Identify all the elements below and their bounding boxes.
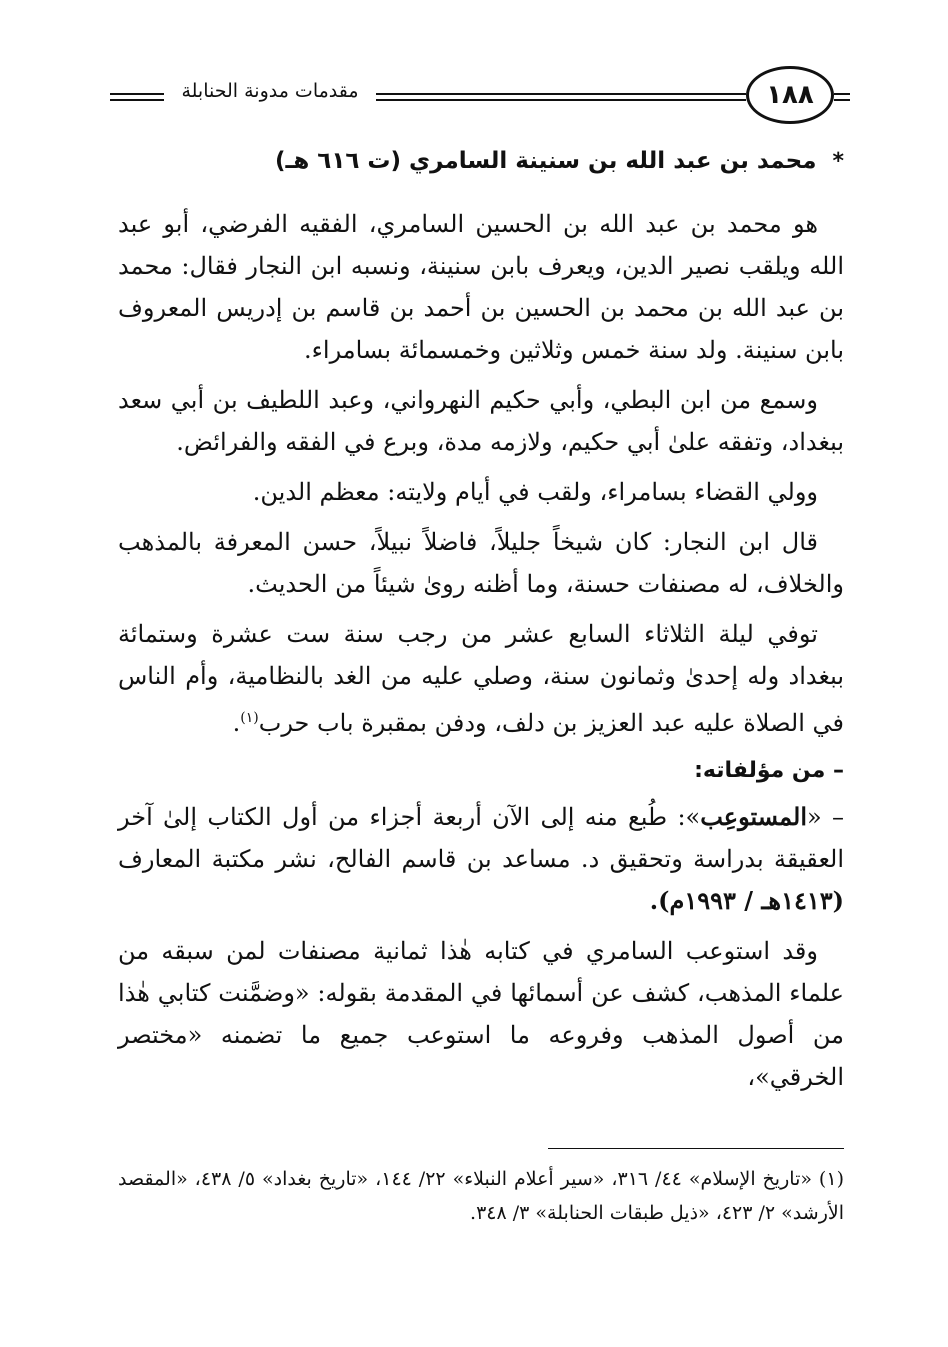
paragraph: وولي القضاء بسامراء، ولقب في أيام ولايته: معظم الدين. xyxy=(252,478,818,506)
works-description: »: طُبع منه إلى الآن أربعة أجزاء من أول الكتاب إلىٰ آخر العقيقة بدراسة وتحقيق د. مساعد بن قاسم الفالح، نشر مكتبة المعارف xyxy=(118,803,845,873)
main-text xyxy=(118,146,844,1106)
works-item xyxy=(118,796,844,922)
header-rule-left-top xyxy=(110,93,164,95)
works-date: (١٤١٣هـ / ١٩٩٣م). xyxy=(649,886,844,915)
page-header xyxy=(110,56,850,136)
footnote: (١) «تاريخ الإسلام» ٤٤/ ٣١٦، «سير أعلام النبلاء» ٢٢/ ١٤٤، «تاريخ بغداد» ٥/ ٤٣٨، «المقصد الأرشد» ٢/ ٤٢٣، «ذيل طبقات الحنابلة» ٣/ ٣٤٨. xyxy=(118,1168,844,1224)
header-rule-middle-top xyxy=(376,93,746,95)
page-number: ١٨٨ xyxy=(746,66,834,124)
header-rule-left-bottom xyxy=(110,99,164,101)
works-prefix: – « xyxy=(807,803,845,831)
entry-title: محمد بن عبد الله بن سنينة السامري (ت ٦١٦ هـ) xyxy=(274,148,817,174)
running-title: مقدمات مدونة الحنابلة xyxy=(181,80,359,102)
paragraph: قال ابن النجار: كان شيخاً جليلاً، فاضلاً نبيلاً، حسن المعرفة بالمذهب والخلاف، له مصنفات حسنة، وما أظنه روىٰ شيئاً من الحديث. xyxy=(118,528,844,598)
death-text: توفي ليلة الثلاثاء السابع عشر من رجب سنة ست عشرة وستمائة ببغداد وله إحدىٰ وثمانون سنة، وصلي عليه من الغد بالنظامية، وأم الناس في الصلاة عليه عبد العزيز بن دلف، ودفن بمقبرة باب حرب xyxy=(118,620,844,737)
footnotes xyxy=(118,1162,844,1230)
header-rule-right-top xyxy=(834,93,850,95)
footnote-divider xyxy=(548,1148,844,1149)
closing-paragraph: وقد استوعب السامري في كتابه هٰذا ثمانية مصنفات لمن سبقه من علماء المذهب، كشف عن أسمائها في المقدمة بقوله: «وضمَّنت كتابي هٰذا من أصول المذهب وفروعه ما استوعب جميع ما تضمنه «مختصر الخرقي»، xyxy=(118,937,844,1091)
death-paragraph xyxy=(118,613,844,744)
entry-heading xyxy=(118,146,844,177)
star-marker: * xyxy=(832,149,844,174)
paragraph: هو محمد بن عبد الله بن الحسين السامري، الفقيه الفرضي، أبو عبد الله ويلقب نصير الدين، ويعرف بابن سنينة، ونسبه ابن النجار فقال: محمد بن عبد الله بن محمد بن الحسين بن أحمد بن قاسم بن إدريس المعروف بابن سنينة. ولد سنة خمس وثلاثين وخمسمائة بسامراء. xyxy=(118,210,845,364)
works-heading: – من مؤلفاته: xyxy=(694,758,844,783)
paragraph: وسمع من ابن البطي، وأبي حكيم النهرواني، وعبد اللطيف بن أبي سعد ببغداد، وتفقه علىٰ أبي حكيم، ولازمه مدة، وبرع في الفقه والفرائض. xyxy=(118,386,844,456)
header-rule-right-bottom xyxy=(834,99,850,101)
death-end: . xyxy=(232,709,241,737)
header-rule-middle-bottom xyxy=(376,99,746,101)
works-title: المستوعِب xyxy=(700,802,808,831)
footnote-marker: (١) xyxy=(240,710,259,726)
